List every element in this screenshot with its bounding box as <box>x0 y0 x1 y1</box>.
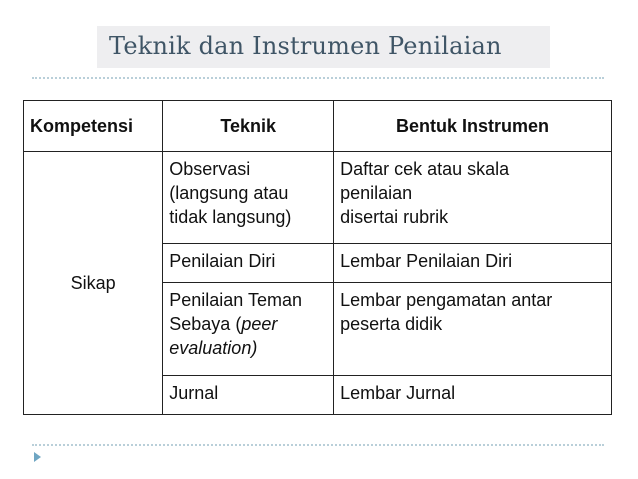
bottom-divider <box>32 444 604 446</box>
slide-title: Teknik dan Instrumen Penilaian <box>109 32 502 60</box>
instrument-cell: Lembar Jurnal <box>334 375 612 414</box>
table-row <box>24 152 612 244</box>
header-kompetensi: Kompetensi <box>24 101 163 152</box>
table-header-row <box>24 101 612 152</box>
top-divider <box>32 77 604 79</box>
technique-cell: Penilaian Diri <box>163 244 334 283</box>
instrument-cell: Lembar Penilaian Diri <box>334 244 612 283</box>
instrument-cell: Lembar pengamatan antar peserta didik <box>334 283 612 375</box>
instrument-cell: Daftar cek atau skala penilaian disertai rubrik <box>334 152 612 244</box>
triangle-right-icon <box>34 452 41 462</box>
technique-cell <box>163 283 334 375</box>
header-bentuk-instrumen: Bentuk Instrumen <box>334 101 612 152</box>
technique-cell: Observasi (langsung atau tidak langsung) <box>163 152 334 244</box>
technique-text: Penilaian Teman Sebaya ( <box>169 290 303 335</box>
header-teknik: Teknik <box>163 101 334 152</box>
technique-cell: Jurnal <box>163 375 334 414</box>
competency-cell: Sikap <box>24 152 163 415</box>
assessment-table <box>23 100 612 415</box>
technique-italic-text: peer evaluation) <box>169 314 278 359</box>
